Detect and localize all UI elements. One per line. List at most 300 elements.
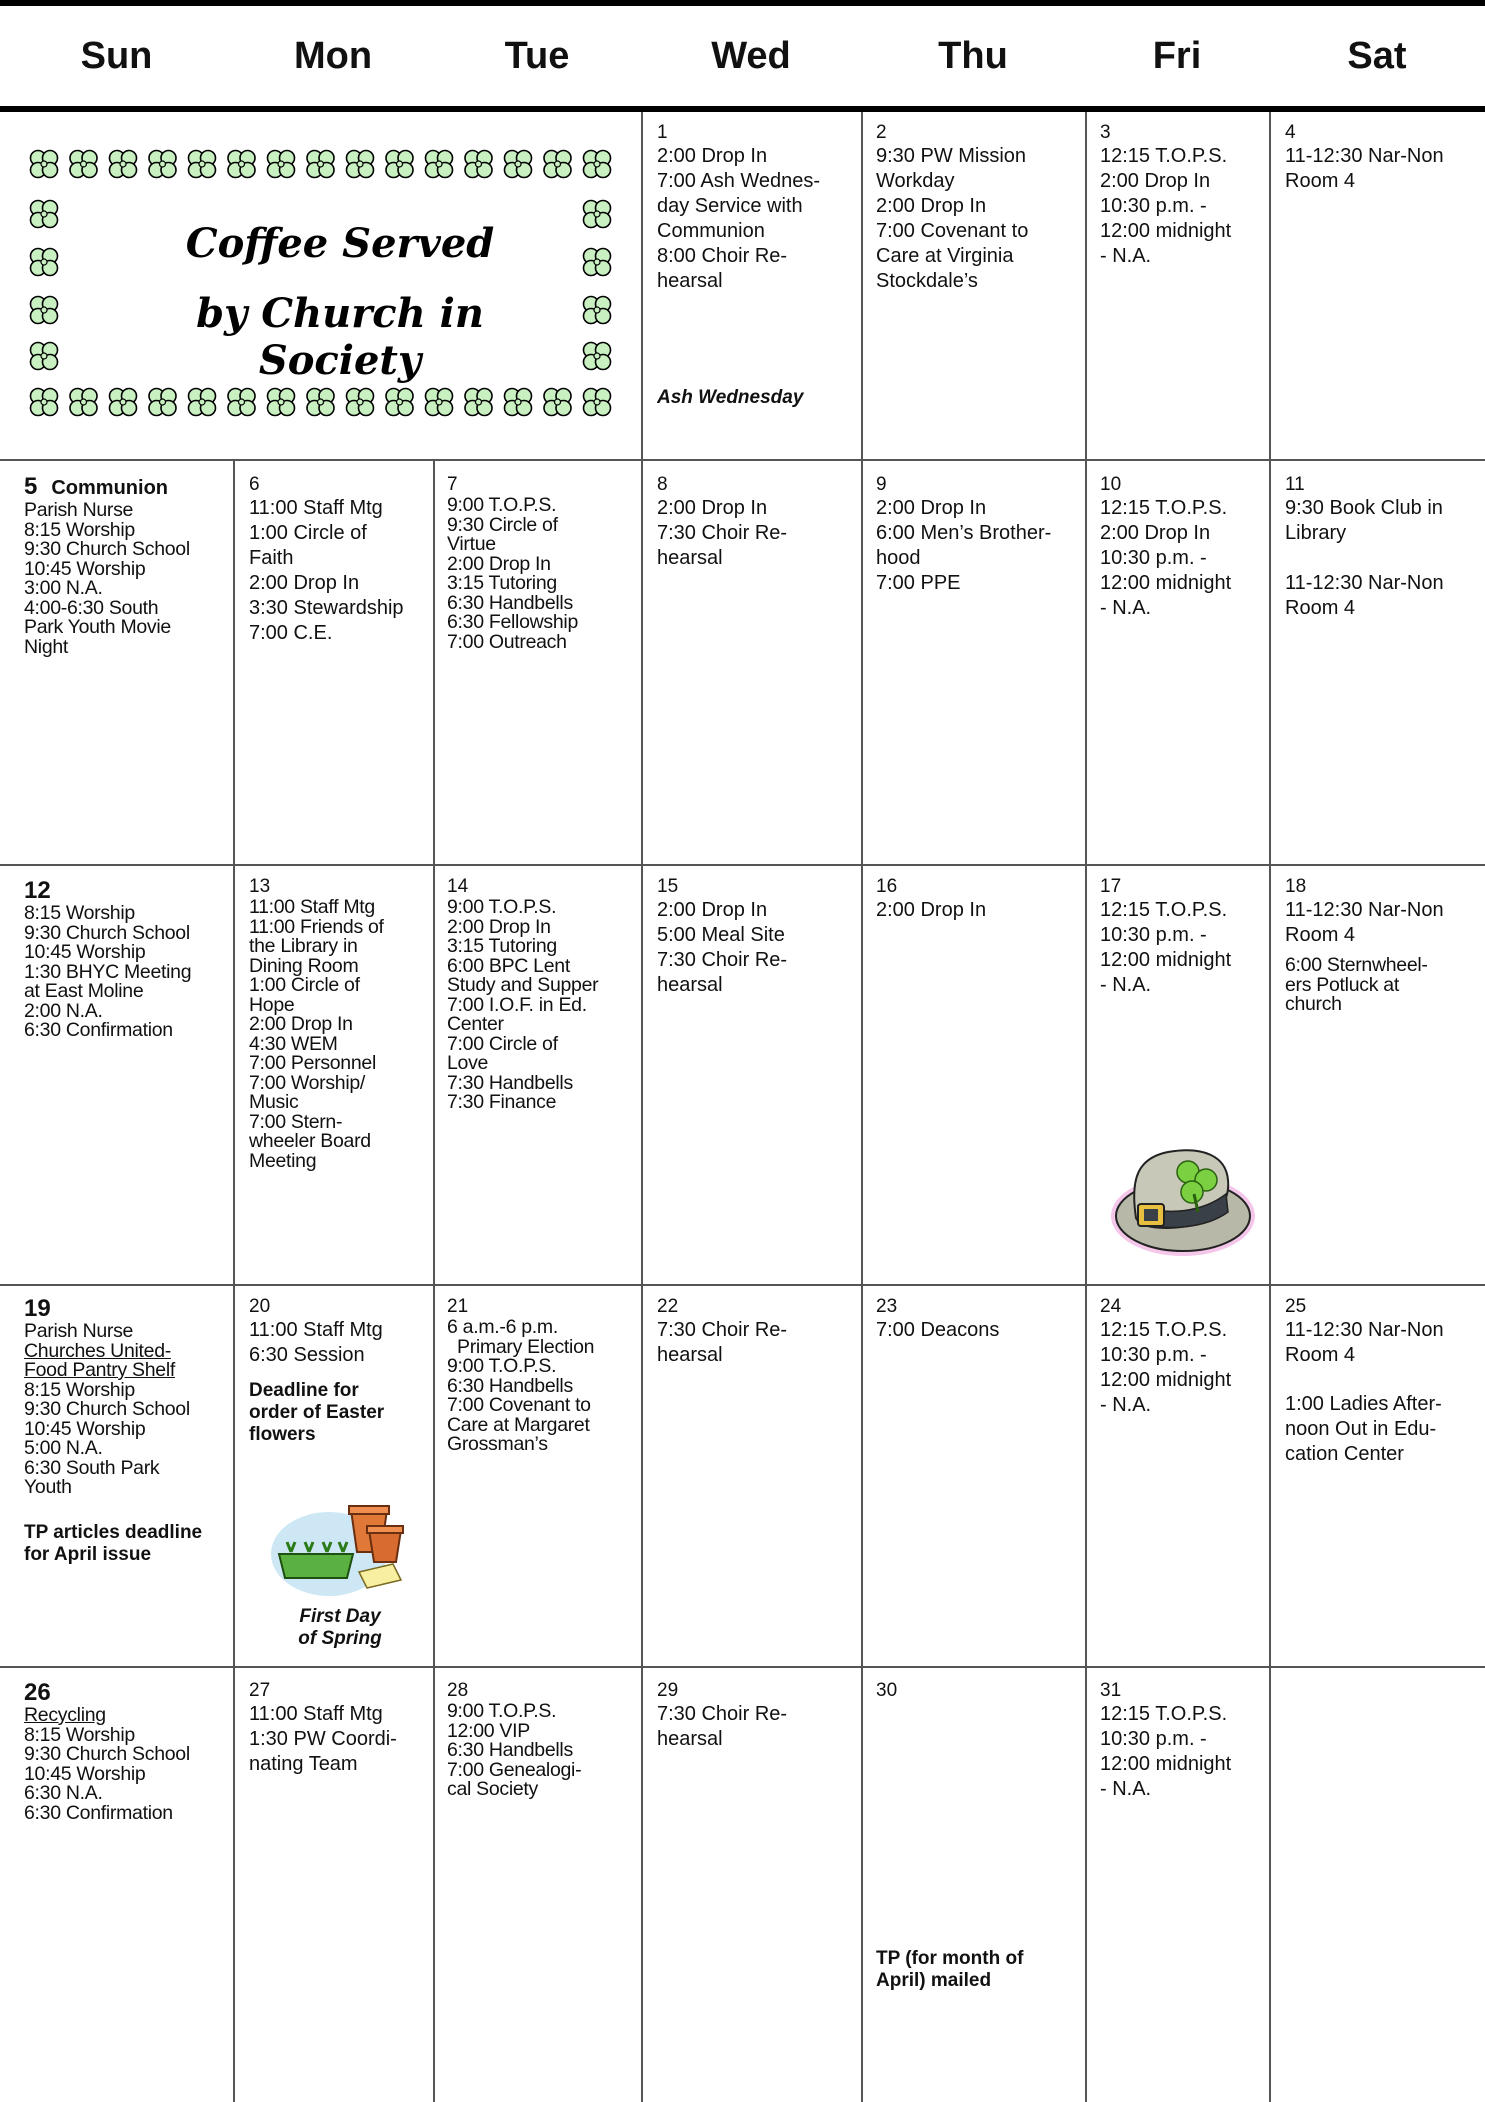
event-line: 10:30 p.m. - <box>1100 1344 1207 1366</box>
event-line: Food Pantry Shelf <box>24 1359 175 1381</box>
shamrock-icon <box>505 389 532 416</box>
event-list <box>1285 898 1481 948</box>
column-divider <box>1269 112 1271 2102</box>
day-number: 4 <box>1285 122 1296 143</box>
event-line: 11-12:30 Nar-Non <box>1285 899 1444 921</box>
ash-wednesday-note: Ash Wednesday <box>657 387 804 408</box>
event-line: 9:00 T.O.P.S. <box>447 1700 557 1722</box>
day-number: 3 <box>1100 122 1111 143</box>
day-number: 14 <box>447 876 469 897</box>
event-line: 11:00 Staff Mtg <box>249 1319 383 1341</box>
event-line: Parish Nurse <box>24 1320 134 1342</box>
event-line: 10:30 p.m. - <box>1100 1728 1207 1750</box>
event-list <box>657 496 857 571</box>
event-line: - N.A. <box>1100 1778 1152 1800</box>
shamrock-icon <box>386 389 413 416</box>
day-7-cell <box>447 474 639 859</box>
event-line: 7:00 Stern- <box>249 1110 343 1133</box>
day-12-cell <box>24 878 230 1278</box>
shamrock-icon <box>268 151 295 178</box>
banner-line-2: by Church in Society <box>196 290 484 384</box>
day-number: 28 <box>447 1680 469 1701</box>
event-line: wheeler Board <box>249 1130 371 1152</box>
shamrock-icon <box>228 389 255 416</box>
day-number: 10 <box>1100 474 1122 495</box>
first-day-of-spring <box>249 1606 431 1650</box>
weekday-tue: Tue <box>504 34 570 77</box>
day-21-cell <box>447 1296 639 1661</box>
day-8-cell <box>657 474 857 859</box>
shamrock-icon <box>31 151 58 178</box>
event-line: 12:00 VIP <box>447 1719 530 1742</box>
event-line: 2:00 Drop In <box>876 195 987 217</box>
event-line: 2:00 Drop In <box>1100 522 1211 544</box>
day-22-cell <box>657 1296 857 1661</box>
day-19-cell <box>24 1296 230 1661</box>
event-line: 12:00 midnight <box>1100 1753 1232 1775</box>
day-9-cell <box>876 474 1081 859</box>
day-number: 26 <box>24 1680 51 1706</box>
weekday-wed: Wed <box>711 34 791 77</box>
day-number <box>24 474 230 501</box>
event-line: 8:15 Worship <box>24 902 135 924</box>
day-number: 12 <box>24 878 51 904</box>
day-number: 24 <box>1100 1296 1122 1317</box>
event-line: 6:00 Sternwheel- <box>1285 954 1428 976</box>
day-number: 29 <box>657 1680 679 1701</box>
event-list <box>249 1702 431 1777</box>
event-line: 10:30 p.m. - <box>1100 547 1207 569</box>
event-line: 8:00 Choir Re- <box>657 245 788 267</box>
day-number: 9 <box>876 474 887 495</box>
event-line: 2:00 Drop In <box>249 572 360 594</box>
column-divider <box>233 459 235 2102</box>
event-line: 9:30 Church School <box>24 538 190 560</box>
event-line: cal Society <box>447 1778 538 1800</box>
event-line: 10:45 Worship <box>24 1762 146 1785</box>
shamrock-icon <box>31 297 58 324</box>
event-list <box>447 1702 639 1800</box>
event-line: Dining Room <box>249 954 359 977</box>
event-line: 11:00 Friends of <box>249 915 384 938</box>
event-line: Recycling <box>24 1704 106 1726</box>
shamrock-icon <box>386 151 413 178</box>
event-line: Parish Nurse <box>24 499 134 521</box>
weekday-sun: Sun <box>80 34 153 77</box>
weekday-fri: Fri <box>1152 34 1202 77</box>
event-line: 9:30 Circle of <box>447 513 558 536</box>
easter-flowers-note <box>249 1380 431 1446</box>
tp-mailed-note <box>876 1948 1023 1992</box>
event-line: 7:00 C.E. <box>249 622 333 644</box>
event-line: 12:15 T.O.P.S. <box>1100 1319 1228 1341</box>
event-line: April) mailed <box>876 1970 992 1991</box>
event-line: 6:00 BPC Lent <box>447 954 570 977</box>
event-line: 9:30 Book Club in <box>1285 497 1443 519</box>
event-list <box>876 1318 1081 1343</box>
event-line: 9:00 T.O.P.S. <box>447 1355 557 1377</box>
event-list <box>1100 898 1265 998</box>
event-line: 12:15 T.O.P.S. <box>1100 1703 1228 1725</box>
event-line: 11-12:30 Nar-Non <box>1285 572 1444 594</box>
shamrock-icon <box>110 389 137 416</box>
shamrock-icon <box>505 151 532 178</box>
day-number: 23 <box>876 1296 898 1317</box>
event-line: 7:30 Handbells <box>447 1071 573 1094</box>
day-number: 31 <box>1100 1680 1122 1701</box>
event-line: 9:30 PW Mission <box>876 145 1027 167</box>
event-line: Stockdale’s <box>876 270 978 292</box>
event-line: 2:00 Drop In <box>876 497 987 519</box>
weekday-header <box>0 6 1485 106</box>
event-line: day Service with <box>657 195 803 217</box>
event-line: ers Potluck at <box>1285 973 1399 996</box>
shamrock-icon <box>307 151 334 178</box>
event-line: 2:00 Drop In <box>249 1013 353 1035</box>
event-list <box>24 501 230 657</box>
event-line: 6 a.m.-6 p.m. <box>447 1316 558 1338</box>
day-3-cell <box>1100 122 1265 452</box>
event-line: 9:00 T.O.P.S. <box>447 494 557 516</box>
banner-line-1: Coffee Served <box>185 220 495 267</box>
shamrock-icon <box>189 151 216 178</box>
event-line: Primary Election <box>457 1335 595 1358</box>
day-number: 22 <box>657 1296 679 1317</box>
event-line: 2:00 Drop In <box>1100 170 1211 192</box>
event-list <box>1100 1318 1265 1418</box>
event-line: flowers <box>249 1424 316 1445</box>
event-line: hood <box>876 547 921 569</box>
day-28-cell <box>447 1680 639 2100</box>
week-divider <box>0 1284 1485 1286</box>
event-line: 10:45 Worship <box>24 557 146 580</box>
day-17-cell <box>1100 876 1265 1276</box>
event-line: 6:30 Session <box>249 1344 365 1366</box>
event-line: 9:30 Church School <box>24 921 190 944</box>
event-line: 8:15 Worship <box>24 1378 135 1401</box>
event-line: 2:00 N.A. <box>24 999 103 1022</box>
event-list <box>24 1322 230 1498</box>
event-line: TP (for month of <box>876 1948 1024 1969</box>
event-line: 7:00 Ash Wednes- <box>657 170 821 192</box>
day-24-cell <box>1100 1296 1265 1661</box>
day-number-text: 5 <box>24 474 38 500</box>
event-line: Communion <box>657 220 765 242</box>
event-line: hearsal <box>657 974 723 996</box>
event-list <box>249 496 431 646</box>
column-divider <box>861 112 863 2102</box>
event-list <box>447 496 639 652</box>
event-line: 7:30 Choir Re- <box>657 522 788 544</box>
shamrock-border-icon <box>20 130 615 430</box>
event-line: 12:15 T.O.P.S. <box>1100 497 1228 519</box>
event-line: 12:15 T.O.P.S. <box>1100 899 1228 921</box>
shamrock-icon <box>149 389 176 416</box>
event-list <box>1100 144 1265 269</box>
event-line: 3:15 Tutoring <box>447 572 557 594</box>
event-line: 5:00 Meal Site <box>657 924 785 946</box>
event-line: at East Moline <box>24 980 144 1002</box>
event-line: Park Youth Movie <box>24 616 171 638</box>
event-line: Care at Virginia <box>876 245 1014 267</box>
event-line: 7:30 Choir Re- <box>657 949 788 971</box>
day-number: 11 <box>1285 474 1305 495</box>
event-line: 6:30 N.A. <box>24 1782 103 1804</box>
event-list <box>447 898 639 1113</box>
day-number: 2 <box>876 122 887 143</box>
event-list <box>657 144 857 294</box>
day-15-cell <box>657 876 857 1276</box>
shamrock-icon <box>544 151 571 178</box>
event-line: Workday <box>876 170 955 192</box>
event-line: 6:30 Confirmation <box>24 1019 173 1041</box>
event-line: 2:00 Drop In <box>447 915 551 938</box>
event-line: hearsal <box>657 1728 723 1750</box>
event-line: 6:30 Handbells <box>447 1739 573 1761</box>
event-line: order of Easter <box>249 1402 385 1423</box>
day-number: 7 <box>447 474 458 495</box>
weekday-thu: Thu <box>938 34 1008 77</box>
event-line: Deadline for <box>249 1380 359 1401</box>
event-line: nating Team <box>249 1753 358 1775</box>
event-line: Grossman’s <box>447 1433 548 1455</box>
event-line: 11:00 Staff Mtg <box>249 497 383 519</box>
shamrock-icon <box>584 343 611 370</box>
shamrock-icon <box>426 151 453 178</box>
event-line: 11:00 Staff Mtg <box>249 1703 383 1725</box>
event-line: 1:30 PW Coordi- <box>249 1728 397 1750</box>
weekday-mon: Mon <box>293 34 373 77</box>
day-number: 18 <box>1285 876 1307 897</box>
event-line: 12:00 midnight <box>1100 1369 1232 1391</box>
event-line: 3:15 Tutoring <box>447 935 557 957</box>
event-line: Love <box>447 1052 489 1074</box>
event-line: Youth <box>24 1476 72 1498</box>
event-line: Churches United- <box>24 1339 171 1362</box>
event-line: Center <box>447 1013 504 1035</box>
event-line: 8:15 Worship <box>24 1723 135 1746</box>
day-16-cell <box>876 876 1081 1276</box>
event-line: of Spring <box>298 1628 382 1649</box>
event-line: 1:00 Ladies After- <box>1285 1393 1442 1415</box>
shamrock-icon <box>70 151 97 178</box>
shamrock-icon <box>584 151 611 178</box>
day-11-cell <box>1285 474 1481 859</box>
day-number: 27 <box>249 1680 271 1701</box>
day-number: 21 <box>447 1296 469 1317</box>
event-line: 10:45 Worship <box>24 941 146 963</box>
day-number: 13 <box>249 876 271 897</box>
shamrock-icon <box>228 151 255 178</box>
shamrock-icon <box>70 389 97 416</box>
day-number: 20 <box>249 1296 271 1317</box>
day-31-cell <box>1100 1680 1265 2100</box>
column-divider <box>641 112 643 2102</box>
event-line: 5:00 N.A. <box>24 1437 103 1459</box>
day-number: 6 <box>249 474 260 495</box>
coffee-banner <box>20 130 615 430</box>
event-line: 10:30 p.m. - <box>1100 195 1207 217</box>
week-divider <box>0 1666 1485 1668</box>
shamrock-icon <box>347 151 374 178</box>
event-list <box>1100 1702 1265 1802</box>
event-line: 12:00 midnight <box>1100 220 1232 242</box>
header-rule <box>0 106 1485 112</box>
event-list <box>657 898 857 998</box>
day-27-cell <box>249 1680 431 2100</box>
event-list <box>24 1706 230 1823</box>
event-line: 3:00 N.A. <box>24 577 103 599</box>
event-list-2 <box>1285 1392 1481 1467</box>
event-line: Room 4 <box>1285 597 1356 619</box>
day-4-cell <box>1285 122 1481 452</box>
event-list <box>1100 496 1265 621</box>
shamrock-icon <box>268 389 295 416</box>
event-line: 7:00 Outreach <box>447 630 567 653</box>
day-number: 17 <box>1100 876 1122 897</box>
event-line: 6:30 Fellowship <box>447 611 578 633</box>
event-line: Care at Margaret <box>447 1413 590 1436</box>
event-line: 11:00 Staff Mtg <box>249 896 375 918</box>
day-2-cell <box>876 122 1081 452</box>
event-line: 2:00 Drop In <box>657 145 768 167</box>
event-line: 10:30 p.m. - <box>1100 924 1207 946</box>
week-divider <box>0 864 1485 866</box>
event-line: 7:00 Deacons <box>876 1319 1000 1341</box>
event-list <box>249 898 431 1171</box>
event-line: 11-12:30 Nar-Non <box>1285 1319 1444 1341</box>
shamrock-icon <box>110 151 137 178</box>
shamrock-icon <box>31 389 58 416</box>
event-line: 6:00 Men’s Brother- <box>876 522 1052 544</box>
event-list <box>876 144 1081 294</box>
day-13-cell <box>249 876 431 1278</box>
day-25-cell <box>1285 1296 1481 1661</box>
column-divider <box>433 459 435 2102</box>
event-line: 7:00 Personnel <box>249 1052 376 1074</box>
event-line: 1:00 Circle of <box>249 974 360 996</box>
event-line: 7:30 Choir Re- <box>657 1319 788 1341</box>
event-line: 6:30 South Park <box>24 1456 160 1479</box>
event-line: 12:00 midnight <box>1100 572 1232 594</box>
event-line: Faith <box>249 547 294 569</box>
event-line: 7:30 Finance <box>447 1091 557 1113</box>
event-line: cation Center <box>1285 1443 1404 1465</box>
shamrock-icon <box>584 297 611 324</box>
event-line: 1:00 Circle of <box>249 522 367 544</box>
event-line: Night <box>24 635 69 658</box>
event-line: - N.A. <box>1100 974 1152 996</box>
event-line: 7:00 Genealogi- <box>447 1758 582 1781</box>
event-list <box>447 1318 639 1455</box>
day-14-cell <box>447 876 639 1278</box>
event-list <box>1285 1318 1481 1368</box>
shamrock-icon <box>31 201 58 228</box>
event-line: noon Out in Edu- <box>1285 1418 1437 1440</box>
shamrock-icon <box>584 389 611 416</box>
event-line: 2:00 Drop In <box>657 497 768 519</box>
event-line: - N.A. <box>1100 245 1152 267</box>
event-line: 6:30 Confirmation <box>24 1801 173 1824</box>
flower-pots-icon <box>269 1494 409 1604</box>
event-line: 1:30 BHYC Meeting <box>24 960 192 983</box>
communion-label: Communion <box>51 477 169 499</box>
event-line: 2:00 Drop In <box>447 552 551 575</box>
event-line: Room 4 <box>1285 924 1356 946</box>
shamrock-icon <box>584 201 611 228</box>
event-line: Library <box>1285 522 1347 544</box>
week-divider <box>0 459 1485 461</box>
event-line: First Day <box>299 1606 381 1627</box>
event-list <box>876 496 1081 596</box>
shamrock-icon <box>31 249 58 276</box>
event-line: 9:30 Church School <box>24 1743 190 1765</box>
event-line: Room 4 <box>1285 170 1356 192</box>
event-line: 7:00 PPE <box>876 572 961 594</box>
weekday-sat: Sat <box>1347 34 1407 77</box>
event-line: the Library in <box>249 935 358 957</box>
event-line: 7:00 Covenant to <box>876 220 1029 242</box>
event-line: Hope <box>249 993 295 1016</box>
event-line: 6:30 Handbells <box>447 1374 573 1397</box>
day-number: 8 <box>657 474 668 495</box>
shamrock-icon <box>149 151 176 178</box>
event-line: 7:00 I.O.F. in Ed. <box>447 993 587 1016</box>
event-line: 2:00 Drop In <box>876 899 987 921</box>
event-line: 11-12:30 Nar-Non <box>1285 145 1444 167</box>
event-list <box>876 898 1081 923</box>
event-line: 6:30 Handbells <box>447 591 573 614</box>
tp-deadline-note <box>24 1522 230 1566</box>
event-list <box>657 1318 857 1368</box>
event-line: 7:00 Covenant to <box>447 1394 591 1416</box>
shamrock-icon <box>544 389 571 416</box>
day-5-cell <box>24 474 230 859</box>
event-line: - N.A. <box>1100 1394 1152 1416</box>
event-list-2 <box>1285 956 1481 1015</box>
event-line: 9:30 Church School <box>24 1398 190 1420</box>
event-list <box>1285 144 1481 194</box>
day-number: 15 <box>657 876 679 897</box>
event-list <box>24 904 230 1041</box>
event-list <box>657 1702 857 1752</box>
event-line: Music <box>249 1091 299 1113</box>
shamrock-icon <box>465 389 492 416</box>
event-line: for April issue <box>24 1543 152 1565</box>
event-line: 7:30 Choir Re- <box>657 1703 788 1725</box>
event-line: Meeting <box>249 1149 317 1172</box>
event-line: 4:30 WEM <box>249 1032 338 1055</box>
event-line: 4:00-6:30 South <box>24 596 159 619</box>
shamrock-icon <box>31 343 58 370</box>
shamrock-icon <box>347 389 374 416</box>
day-23-cell <box>876 1296 1081 1661</box>
event-line: church <box>1285 993 1342 1015</box>
shamrock-icon <box>465 151 492 178</box>
column-divider <box>1085 112 1087 2102</box>
shamrock-icon <box>189 389 216 416</box>
event-line: 12:00 midnight <box>1100 949 1232 971</box>
day-6-cell <box>249 474 431 859</box>
day-number: 1 <box>657 122 668 143</box>
event-line: 7:00 Worship/ <box>249 1071 366 1094</box>
day-number: 30 <box>876 1680 898 1701</box>
event-line: 12:15 T.O.P.S. <box>1100 145 1228 167</box>
event-line: Virtue <box>447 533 496 555</box>
leprechaun-hat-icon <box>1108 1138 1258 1263</box>
event-line: hearsal <box>657 547 723 569</box>
event-line: Room 4 <box>1285 1344 1356 1366</box>
